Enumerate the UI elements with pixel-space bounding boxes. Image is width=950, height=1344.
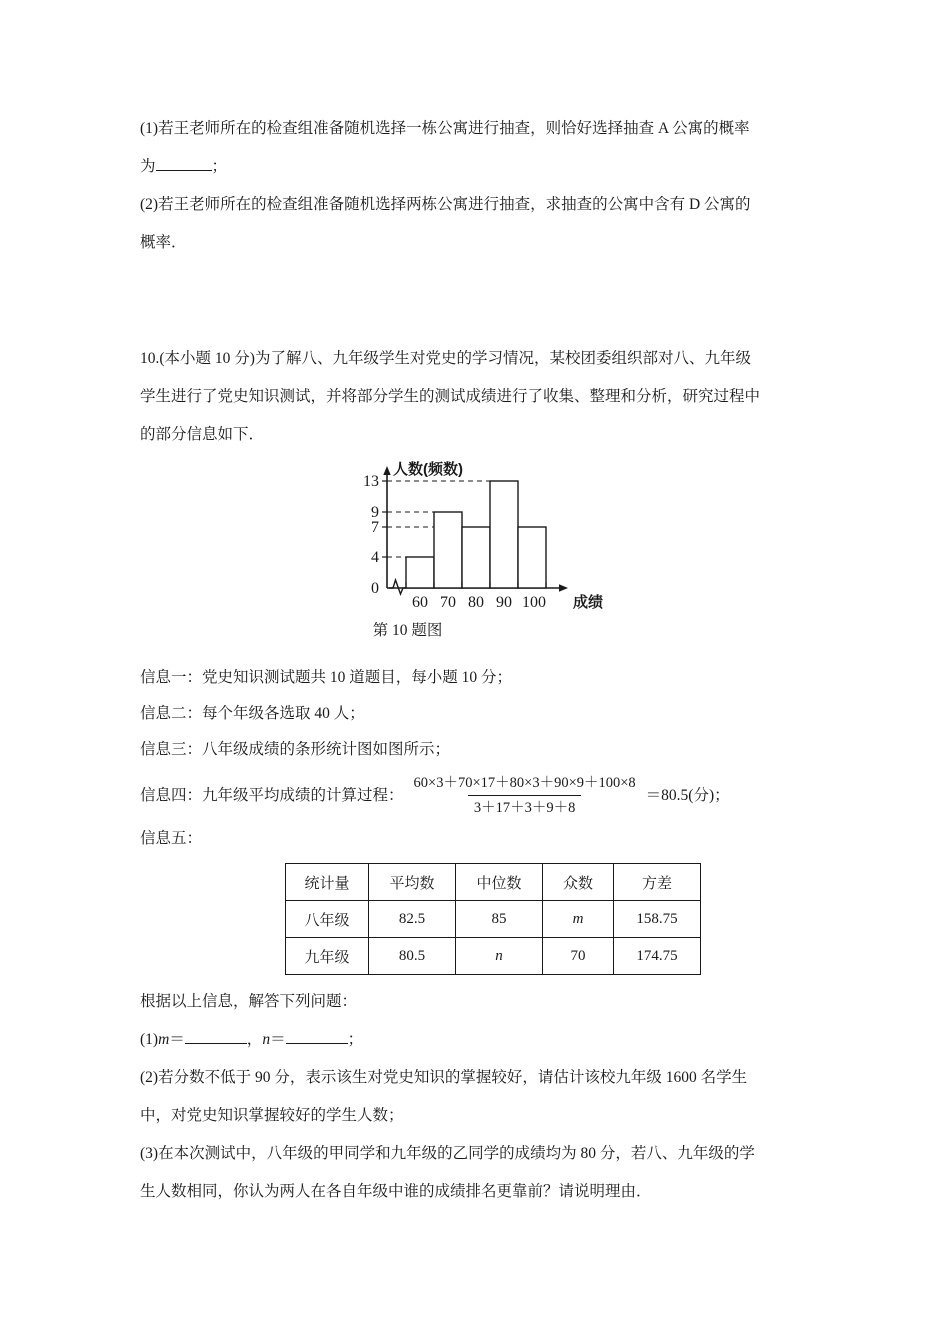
- info-line-1: [140, 660, 820, 696]
- table-row-grade8-mode: m: [572, 910, 584, 927]
- sub1-equals-1: ＝: [169, 1031, 185, 1048]
- info-label-1: 信息一：: [140, 669, 203, 686]
- info-label-5: 信息五：: [140, 830, 203, 847]
- xtick-label-60: 60: [412, 594, 428, 610]
- figure-caption-wrapper: [140, 618, 820, 640]
- vertical-spacer: [140, 262, 820, 340]
- table-row-grade8-label: 八年级: [286, 901, 369, 938]
- part1-blank-suffix: ；: [211, 158, 228, 175]
- statistics-table-wrapper: [140, 863, 820, 975]
- sub1-equals-2: ＝: [270, 1031, 286, 1048]
- y-axis-arrowhead: [383, 466, 390, 475]
- sub-question-2-line1: (2)若分数不低于 90 分，表示该生对党史知识的掌握较好，请估计该校九年级 1600 名学生: [140, 1069, 748, 1086]
- formula-result: ＝80.5(分)；: [645, 786, 730, 804]
- question-10-block: [140, 340, 820, 1211]
- ytick-label-4: 4: [371, 549, 379, 566]
- ytick-label-0: 0: [371, 580, 379, 597]
- question-number: 10.: [140, 350, 160, 367]
- table-row-grade9-median: n: [495, 947, 503, 964]
- info-line-2: [140, 696, 820, 732]
- sub-question-3-line2: 生人数相同，你认为两人在各自年级中谁的成绩排名更靠前？请说明理由．: [140, 1183, 652, 1200]
- answer-prompt: 根据以上信息，解答下列问题：: [140, 993, 358, 1010]
- xtick-label-70: 70: [440, 594, 456, 610]
- table-row-grade9-mode: 70: [543, 938, 614, 975]
- table-row-grade9-variance: 174.75: [614, 938, 701, 975]
- part1-blank-prefix: 为: [140, 158, 156, 175]
- bar-chart: [355, 460, 625, 610]
- fraction-denominator: 3＋17＋3＋9＋8: [468, 795, 582, 819]
- top-question-part1-continuation: [140, 148, 820, 186]
- statistics-table: [285, 863, 701, 975]
- info-label-2: 信息二：: [140, 705, 203, 722]
- table-row-grade8-median: 85: [456, 901, 543, 938]
- figure-10-wrapper: [140, 460, 820, 660]
- x-axis-title: 成绩: [573, 594, 604, 610]
- bar-100: [518, 527, 546, 588]
- fraction-numerator: 60×3＋70×17＋80×3＋90×9＋100×8: [413, 775, 636, 791]
- top-question-block: [140, 110, 820, 262]
- info-text-4: 九年级平均成绩的计算过程：: [202, 786, 404, 804]
- table-header-median: 中位数: [456, 864, 543, 901]
- sub-question-2-line2: 中，对党史知识掌握较好的学生人数；: [140, 1107, 404, 1124]
- info-label-3: 信息三：: [140, 741, 203, 758]
- table-header-row: [286, 864, 701, 901]
- info-line-3: [140, 732, 820, 768]
- figure-caption: 第 10 题图: [372, 622, 443, 639]
- question-10-stem: [140, 340, 820, 378]
- top-question-part2: (2)若王老师所在的检查组准备随机选择两栋公寓进行抽查，求抽查的公寓中含有 D 公寓的: [140, 196, 751, 213]
- sub1-prefix: (1): [140, 1031, 159, 1048]
- answer-blank-1[interactable]: [156, 155, 212, 171]
- table-row: [286, 901, 701, 938]
- sub1-suffix: ；: [347, 1031, 364, 1048]
- table-row-grade9-mean: 80.5: [369, 938, 456, 975]
- sub1-separator: ，: [246, 1031, 263, 1048]
- sub1-var-m: m: [158, 1031, 170, 1048]
- y-axis-title: 人数(频数): [393, 461, 463, 478]
- ytick-label-13: 13: [363, 473, 379, 490]
- sub-question-1: [140, 1021, 820, 1059]
- table-row-grade8-variance: 158.75: [614, 901, 701, 938]
- bar-chart-svg: [355, 460, 625, 610]
- info-text-1: 党史知识测试题共 10 道题目，每小题 10 分；: [202, 669, 513, 686]
- question-marks: (本小题 10 分): [159, 350, 255, 367]
- question-stem-line2: 学生进行了党史知识测试，并将部分学生的测试成绩进行了收集、整理和分析，研究过程中: [140, 388, 761, 405]
- bar-60: [406, 557, 434, 588]
- info-line-5: [140, 821, 820, 857]
- table-header-statistic: 统计量: [286, 864, 369, 901]
- bar-90: [490, 481, 518, 588]
- table-row-grade9-label: 九年级: [286, 938, 369, 975]
- table-header-mean: 平均数: [369, 864, 456, 901]
- axis-break-zigzag: [389, 580, 406, 594]
- bar-70: [434, 512, 462, 588]
- bar-80: [462, 527, 490, 588]
- table-header-variance: 方差: [614, 864, 701, 901]
- xtick-label-100: 100: [522, 594, 546, 610]
- average-formula-fraction: [408, 772, 642, 819]
- sub1-var-n: n: [262, 1031, 271, 1048]
- table-row-grade8-mean: 82.5: [369, 901, 456, 938]
- x-axis-arrowhead: [559, 584, 568, 591]
- page-content: [140, 110, 820, 1211]
- info-text-2: 每个年级各选取 40 人；: [202, 705, 365, 722]
- table-header-mode: 众数: [543, 864, 614, 901]
- top-question-part2-continuation: 概率．: [140, 234, 187, 251]
- table-row: [286, 938, 701, 975]
- sub-question-3-line1: (3)在本次测试中，八年级的甲同学和九年级的乙同学的成绩均为 80 分，若八、九年级的学: [140, 1145, 755, 1162]
- answer-blank-n[interactable]: [286, 1028, 348, 1044]
- ytick-label-9: 9: [371, 504, 379, 521]
- info-text-3: 八年级成绩的条形统计图如图所示；: [202, 741, 451, 758]
- info-label-4: 信息四：: [140, 786, 203, 804]
- xtick-label-90: 90: [496, 594, 512, 610]
- question-stem-line1: 为了解八、九年级学生对党史的学习情况，某校团委组织部对八、九年级: [254, 350, 751, 367]
- ytick-label-7: 7: [371, 519, 379, 536]
- xtick-label-80: 80: [468, 594, 484, 610]
- top-question-part1: (1)若王老师所在的检查组准备随机选择一栋公寓进行抽查，则恰好选择抽查 A 公寓的概率: [140, 120, 750, 137]
- answer-blank-m[interactable]: [185, 1028, 247, 1044]
- question-stem-line3: 的部分信息如下．: [140, 426, 265, 443]
- info-line-4: [140, 772, 820, 819]
